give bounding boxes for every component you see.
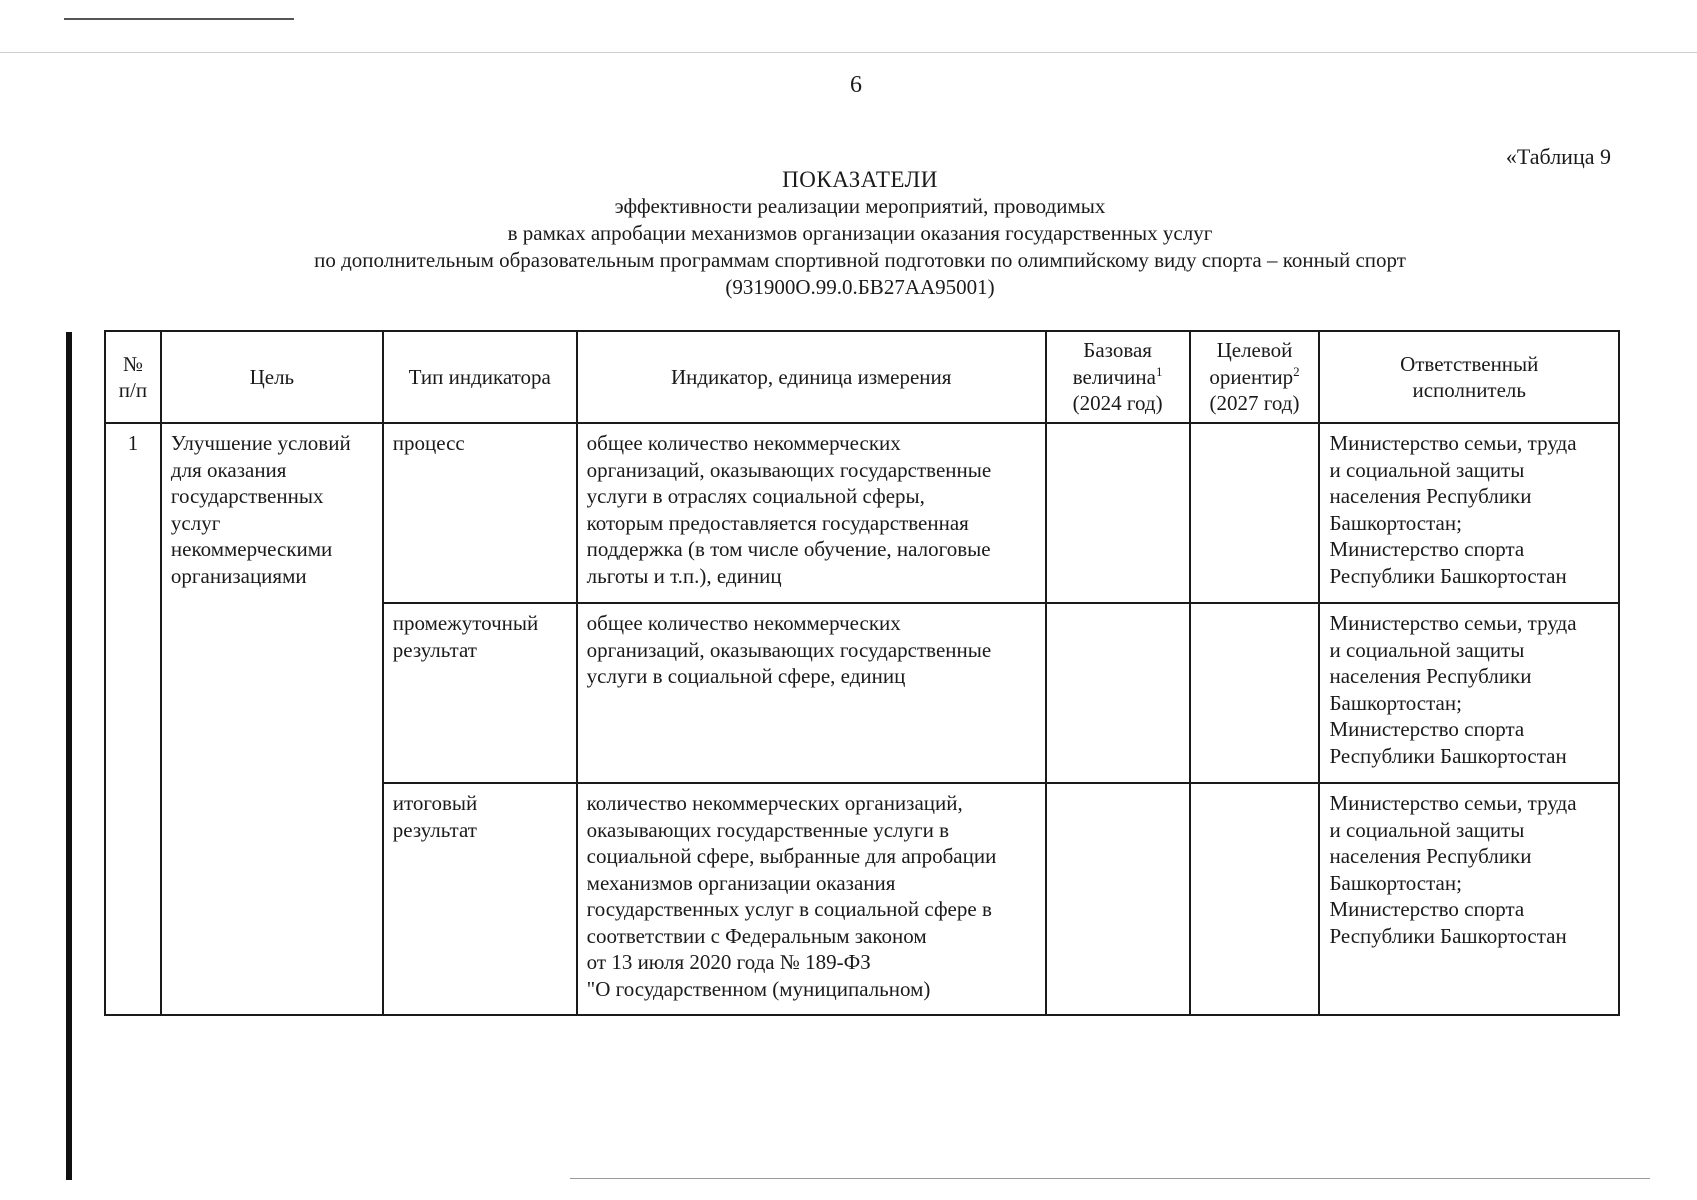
footnote-mark: 1 — [1155, 363, 1163, 379]
goal-cell: Улучшение условий для оказания государственных услуг некоммерческими организациями — [161, 423, 383, 1015]
row-number: 1 — [105, 423, 161, 1015]
executor-cell: Министерство семьи, труда и социальной защиты населения Республики Башкортостан; Министерство спорта Республики Башкортостан — [1319, 603, 1619, 783]
indicator-type-cell: процесс — [383, 423, 577, 603]
indicators-table — [104, 330, 1620, 1016]
base-value-cell — [1046, 423, 1190, 603]
heading-line: в рамках апробации механизмов организации оказания государственных услуг — [507, 221, 1213, 245]
footnote-mark: 2 — [1293, 363, 1300, 379]
header-executor: Ответственный исполнитель — [1319, 331, 1619, 423]
heading-title: ПОКАЗАТЕЛИ — [782, 167, 938, 192]
indicator-type-cell: промежуточный результат — [383, 603, 577, 783]
executor-cell: Министерство семьи, труда и социальной защиты населения Республики Башкортостан; Министерство спорта Республики Башкортостан — [1319, 423, 1619, 603]
heading-line: по дополнительным образовательным программам спортивной подготовки по олимпийскому виду спорта – конный спорт — [314, 248, 1406, 272]
indicator-type-cell: итоговый результат — [383, 783, 577, 1015]
header-base — [1046, 331, 1190, 423]
indicator-cell: количество некоммерческих организаций, оказывающих государственные услуги в социальной сфере, выбранные для апробации механизмов организации оказания государственных услуг в социальной сфере в соответствии с Федеральным законом от 13 июля 2020 года № 189-ФЗ "О государственном (муниципальном) — [577, 783, 1046, 1015]
scan-artifact-bar — [66, 332, 72, 1180]
header-target-label: Целевой ориентир — [1209, 338, 1294, 389]
header-target-year: (2027 год) — [1209, 391, 1300, 416]
header-num: № п/п — [105, 331, 161, 423]
target-value-cell — [1190, 603, 1320, 783]
header-type: Тип индикатора — [383, 331, 577, 423]
base-value-cell — [1046, 603, 1190, 783]
base-value-cell — [1046, 783, 1190, 1015]
table-row — [105, 423, 1619, 603]
table-header-row — [105, 331, 1619, 423]
table-reference: «Таблица 9 — [1505, 144, 1611, 169]
indicator-cell: общее количество некоммерческих организаций, оказывающих государственные услуги в социальной сфере, единиц — [577, 603, 1046, 783]
scan-artifact-line — [64, 18, 294, 20]
heading-code: (931900О.99.0.БВ27АА95001) — [725, 275, 995, 299]
target-value-cell — [1190, 423, 1320, 603]
header-target — [1190, 331, 1320, 423]
heading-line: эффективности реализации мероприятий, проводимых — [614, 194, 1106, 218]
header-indicator: Индикатор, единица измерения — [577, 331, 1046, 423]
document-heading — [160, 166, 1560, 301]
header-base-label: Базовая величина — [1072, 338, 1156, 389]
header-base-year: (2024 год) — [1072, 391, 1163, 416]
executor-cell: Министерство семьи, труда и социальной защиты населения Республики Башкортостан; Министерство спорта Республики Башкортостан — [1319, 783, 1619, 1015]
header-goal: Цель — [161, 331, 383, 423]
target-value-cell — [1190, 783, 1320, 1015]
indicator-cell: общее количество некоммерческих организаций, оказывающих государственные услуги в отраслях социальной сферы, которым предоставляется государственная поддержка (в том числе обучение, налоговые льготы и т.п.), единиц — [577, 423, 1046, 603]
scan-artifact-line — [0, 52, 1697, 53]
page-number: 6 — [850, 72, 862, 98]
scan-artifact-line — [570, 1178, 1650, 1179]
